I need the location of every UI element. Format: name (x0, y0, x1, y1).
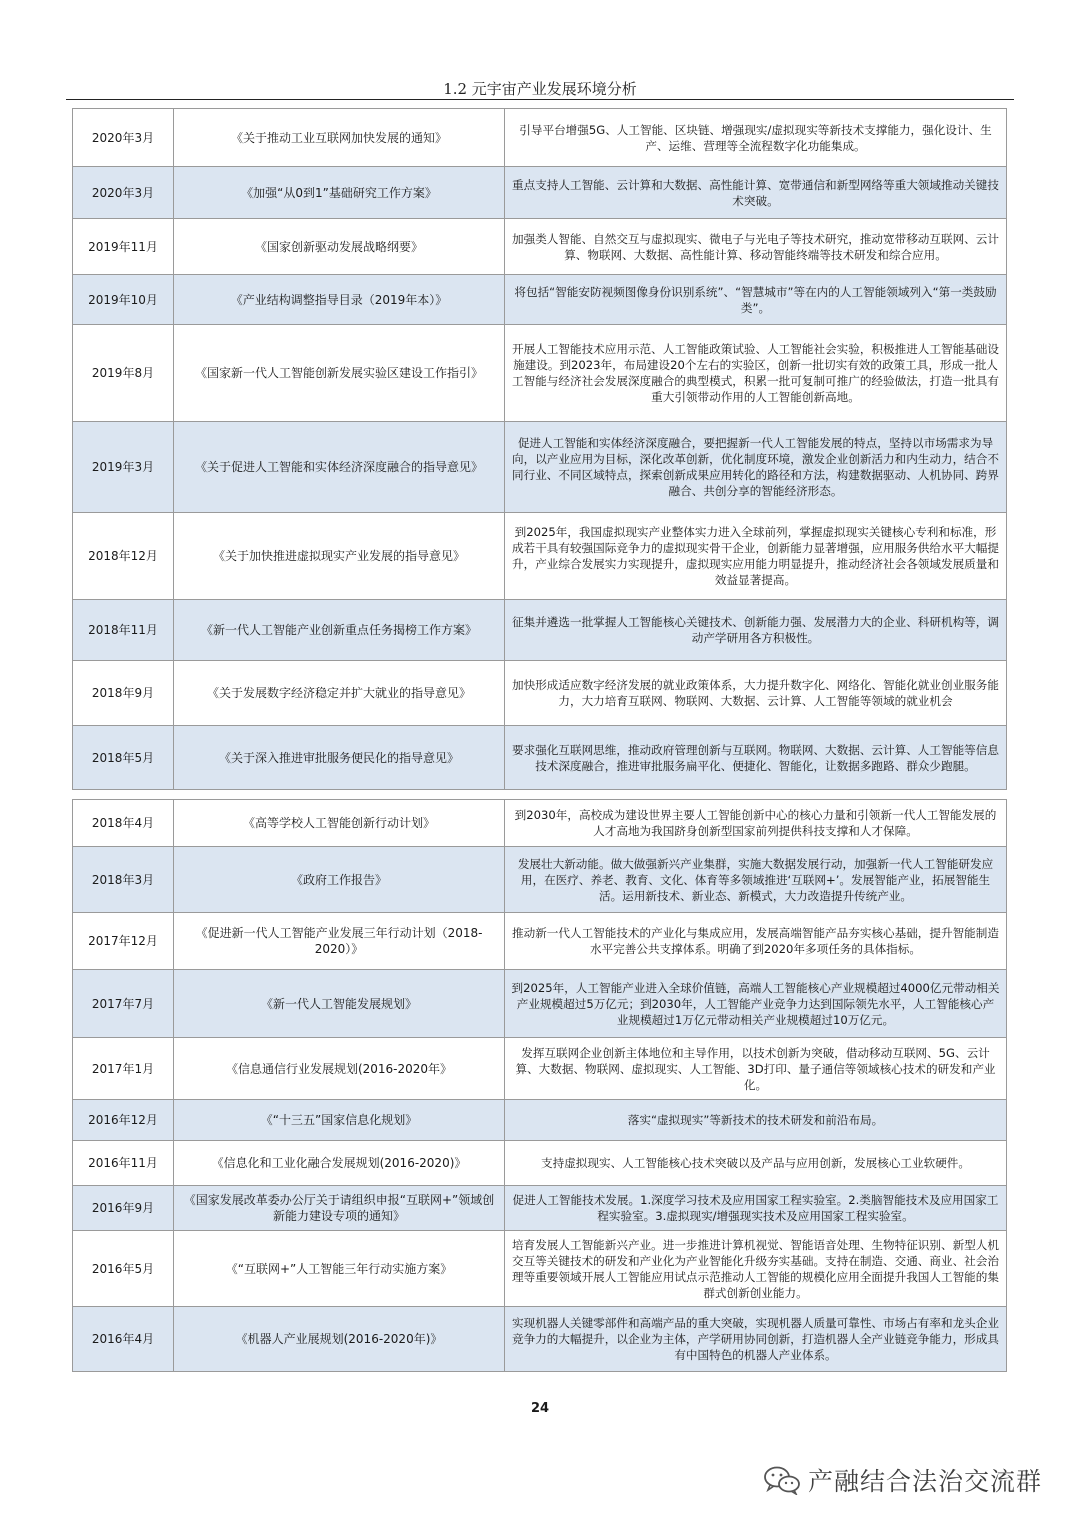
policy-date: 2018年11月 (73, 600, 174, 661)
policy-date: 2017年12月 (73, 913, 174, 970)
policy-date: 2016年12月 (73, 1100, 174, 1141)
policy-description: 培育发展人工智能新兴产业。进一步推进计算机视觉、智能语音处理、生物特征识别、新型人机交互等关键技术的研发和产业化为产业智能化升级夯实基础。支持在制造、交通、商业、社会治理等重要领域开展人工智能应用试点示范推动人工智能的规模化应用全面提升我国人工智能的集群式创新创业能力。 (505, 1231, 1007, 1307)
policy-name: 《政府工作报告》 (174, 847, 505, 913)
table-row (73, 726, 1007, 790)
policy-name: 《加强“从0到1”基础研究工作方案》 (174, 167, 505, 219)
watermark (762, 1462, 1042, 1498)
policy-description: 支持虚拟现实、人工智能核心技术突破以及产品与应用创新，发展核心工业软硬件。 (505, 1141, 1007, 1186)
table-row (73, 970, 1007, 1038)
policy-description: 发展壮大新动能。做大做强新兴产业集群，实施大数据发展行动，加强新一代人工智能研发应用，在医疗、养老、教育、文化、体育等多领域推进‘互联网+’。发展智能产业，拓展智能生活。运用新技术、新业态、新模式，大力改造提升传统产业。 (505, 847, 1007, 913)
policy-description: 推动新一代人工智能技术的产业化与集成应用，发展高端智能产品夯实核心基础，提升智能制造水平完善公共支撑体系。明确了到2020年多项任务的具体指标。 (505, 913, 1007, 970)
policy-description: 到2030年，高校成为建设世界主要人工智能创新中心的核心力量和引领新一代人工智能发展的人才高地为我国跻身创新型国家前列提供科技支撑和人才保障。 (505, 800, 1007, 847)
policy-name: 《国家创新驱动发展战略纲要》 (174, 219, 505, 275)
policy-date: 2017年1月 (73, 1038, 174, 1100)
policy-table-upper (72, 108, 1007, 790)
policy-description: 实现机器人关键零部件和高端产品的重大突破，实现机器人质量可靠性、市场占有率和龙头企业竞争力的大幅提升，以企业为主体，产学研用协同创新，打造机器人全产业链竞争能力，形成具有中国特色的机器人产业体系。 (505, 1307, 1007, 1372)
policy-date: 2019年10月 (73, 275, 174, 325)
policy-name: 《新一代人工智能发展规划》 (174, 970, 505, 1038)
policy-date: 2016年4月 (73, 1307, 174, 1372)
table-row (73, 1231, 1007, 1307)
policy-name: 《关于发展数字经济稳定并扩大就业的指导意见》 (174, 661, 505, 726)
policy-description: 到2025年，我国虚拟现实产业整体实力进入全球前列，掌握虚拟现实关键核心专利和标准，形成若干具有较强国际竞争力的虚拟现实骨干企业，创新能力显著增强，应用服务供给水平大幅提升，产业综合发展实力实现提升，虚拟现实应用能力明显提升，推动经济社会各领域发展质量和效益显著提高。 (505, 513, 1007, 600)
table-row (73, 513, 1007, 600)
policy-date: 2016年9月 (73, 1186, 174, 1231)
policy-description: 加强类人智能、自然交互与虚拟现实、微电子与光电子等技术研究，推动宽带移动互联网、云计算、物联网、大数据、高性能计算、移动智能终端等技术研发和综合应用。 (505, 219, 1007, 275)
policy-date: 2018年4月 (73, 800, 174, 847)
policy-name: 《信息通信行业发展规划(2016-2020年》 (174, 1038, 505, 1100)
page-header-title: 1.2 元宇宙产业发展环境分析 (443, 80, 637, 98)
policy-name: 《新一代人工智能产业创新重点任务揭榜工作方案》 (174, 600, 505, 661)
policy-description: 引导平台增强5G、人工智能、区块链、增强现实/虚拟现实等新技术支撑能力，强化设计、生产、运维、营理等全流程数字化功能集成。 (505, 109, 1007, 167)
table-row (73, 800, 1007, 847)
policy-date: 2020年3月 (73, 109, 174, 167)
policy-date: 2018年3月 (73, 847, 174, 913)
policy-description: 促进人工智能和实体经济深度融合，要把握新一代人工智能发展的特点，坚持以市场需求为导向，以产业应用为目标，深化改革创新，优化制度环境，激发企业创新活力和内生动力，结合不同行业、不同区域特点，探索创新成果应用转化的路径和方法，构建数据驱动、人机协同、跨界融合、共创分享的智能经济形态。 (505, 422, 1007, 513)
policy-description: 落实“虚拟现实”等新技术的技术研发和前沿布局。 (505, 1100, 1007, 1141)
policy-description: 重点支持人工智能、云计算和大数据、高性能计算、宽带通信和新型网络等重大领域推动关键技术突破。 (505, 167, 1007, 219)
table-row (73, 109, 1007, 167)
table-row (73, 661, 1007, 726)
policy-table-lower (72, 799, 1007, 1372)
policy-description: 促进人工智能技术发展。1.深度学习技术及应用国家工程实验室。2.类脑智能技术及应用国家工程实验室。3.虚拟现实/增强现实技术及应用国家工程实验室。 (505, 1186, 1007, 1231)
policy-description: 加快形成适应数字经济发展的就业政策体系，大力提升数字化、网络化、智能化就业创业服务能力，大力培育互联网、物联网、大数据、云计算、人工智能等领域的就业机会 (505, 661, 1007, 726)
table-row (73, 1038, 1007, 1100)
policy-date: 2018年9月 (73, 661, 174, 726)
page-number: 24 (530, 1401, 550, 1416)
policy-name: 《关于深入推进审批服务便民化的指导意见》 (174, 726, 505, 790)
policy-date: 2016年11月 (73, 1141, 174, 1186)
table-row (73, 325, 1007, 422)
policy-description: 到2025年，人工智能产业进入全球价值链，高端人工智能核心产业规模超过4000亿元带动相关产业规模超过5万亿元；到2030年，人工智能产业竞争力达到国际领先水平，人工智能核心产业规模超过1万亿元带动相关产业规模超过10万亿元。 (505, 970, 1007, 1038)
policy-name: 《高等学校人工智能创新行动计划》 (174, 800, 505, 847)
policy-description: 征集并遴选一批掌握人工智能核心关键技术、创新能力强、发展潜力大的企业、科研机构等，调动产学研用各方积极性。 (505, 600, 1007, 661)
header-divider (66, 99, 1014, 100)
policy-name: 《关于促进人工智能和实体经济深度融合的指导意见》 (174, 422, 505, 513)
table-row (73, 167, 1007, 219)
table-row (73, 422, 1007, 513)
table-row (73, 219, 1007, 275)
table-row (73, 600, 1007, 661)
wechat-icon (762, 1465, 802, 1495)
policy-name: 《关于加快推进虚拟现实产业发展的指导意见》 (174, 513, 505, 600)
policy-description: 开展人工智能技术应用示范、人工智能政策试验、人工智能社会实验，积极推进人工智能基础设施建设。到2023年，布局建设20个左右的实验区，创新一批切实有效的政策工具，形成一批人工智能与经济社会发展深度融合的典型模式，积累一批可复制可推广的经验做法，打造一批具有重大引领带动作用的人工智能创新高地。 (505, 325, 1007, 422)
policy-date: 2017年7月 (73, 970, 174, 1038)
policy-date: 2019年3月 (73, 422, 174, 513)
policy-name: 《国家发展改革委办公厅关于请组织申报“互联网+”领域创新能力建设专项的通知》 (174, 1186, 505, 1231)
policy-date: 2019年11月 (73, 219, 174, 275)
policy-name: 《产业结构调整指导目录（2019年本）》 (174, 275, 505, 325)
policy-name: 《“十三五”国家信息化规划》 (174, 1100, 505, 1141)
policy-name: 《机器人产业展规划(2016-2020年)》 (174, 1307, 505, 1372)
policy-description: 将包括“智能安防视频图像身份识别系统”、“智慧城市”等在内的人工智能领域列入“第一类鼓励类”。 (505, 275, 1007, 325)
policy-description: 发挥互联网企业创新主体地位和主导作用，以技术创新为突破，借动移动互联网、5G、云计算、大数据、物联网、虚拟现实、人工智能、3D打印、量子通信等领域核心技术的研发和产业化。 (505, 1038, 1007, 1100)
policy-date: 2016年5月 (73, 1231, 174, 1307)
policy-date: 2020年3月 (73, 167, 174, 219)
table-row (73, 1100, 1007, 1141)
policy-description: 要求强化互联网思维，推动政府管理创新与互联网。物联网、大数据、云计算、人工智能等信息技术深度融合，推进审批服务扁平化、便捷化、智能化，让数据多跑路、群众少跑腿。 (505, 726, 1007, 790)
policy-name: 《国家新一代人工智能创新发展实验区建设工作指引》 (174, 325, 505, 422)
policy-name: 《信息化和工业化融合发展规划(2016-2020)》 (174, 1141, 505, 1186)
table-row (73, 1307, 1007, 1372)
table-row (73, 1141, 1007, 1186)
policy-name: 《关于推动工业互联网加快发展的通知》 (174, 109, 505, 167)
table-row (73, 1186, 1007, 1231)
policy-name: 《“互联网+”人工智能三年行动实施方案》 (174, 1231, 505, 1307)
table-row (73, 275, 1007, 325)
table-row (73, 913, 1007, 970)
policy-date: 2019年8月 (73, 325, 174, 422)
policy-date: 2018年5月 (73, 726, 174, 790)
policy-date: 2018年12月 (73, 513, 174, 600)
policy-name: 《促进新一代人工智能产业发展三年行动计划（2018-2020）》 (174, 913, 505, 970)
table-row (73, 847, 1007, 913)
watermark-text: 产融结合法治交流群 (808, 1467, 1043, 1496)
